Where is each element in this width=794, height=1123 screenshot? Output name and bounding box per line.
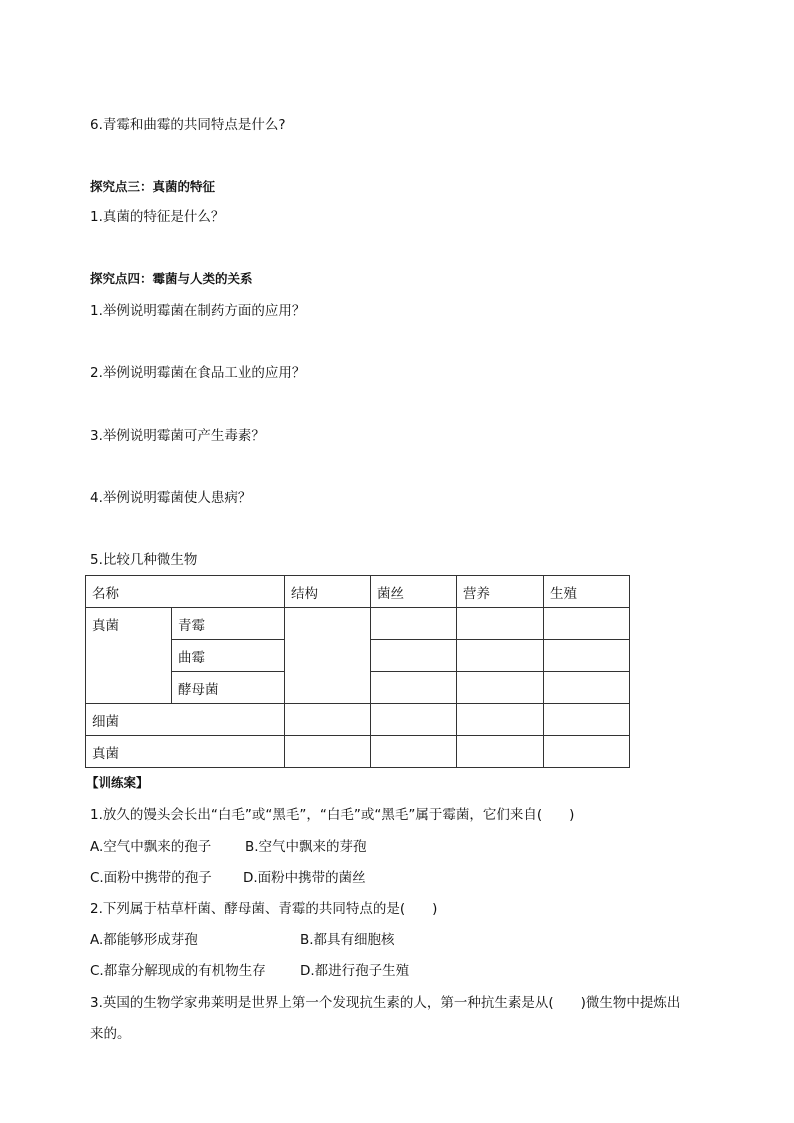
answer-cell[interactable] (457, 736, 544, 768)
practice-question-3-line-1: 3.英国的生物学家弗莱明是世界上第一个发现抗生素的人，第一种抗生素是从( )微生物中提炼出 (90, 995, 681, 1011)
practice-question-2: 2.下列属于枯草杆菌、酵母菌、青霉的共同特点的是( ) (90, 901, 438, 917)
answer-cell[interactable] (285, 736, 371, 768)
header-hyphae: 菌丝 (371, 576, 457, 608)
answer-cell[interactable] (285, 608, 371, 704)
answer-cell[interactable] (371, 704, 457, 736)
header-name: 名称 (86, 576, 285, 608)
answer-cell[interactable] (457, 672, 544, 704)
table-header-row (86, 576, 630, 608)
header-reproduction: 生殖 (544, 576, 630, 608)
q1-option-b[interactable]: B.空气中飘来的芽孢 (245, 839, 367, 855)
section-4-question-3: 3.举例说明霉菌可产生毒素？ (90, 428, 265, 444)
section-4-question-4: 4.举例说明霉菌使人患病？ (90, 490, 252, 506)
answer-cell[interactable] (544, 736, 630, 768)
q2-option-c[interactable]: C.都靠分解现成的有机物生存 (90, 963, 266, 979)
section-3-title: 探究点三：真菌的特征 (90, 179, 216, 194)
q1-option-c[interactable]: C.面粉中携带的孢子 (90, 870, 212, 886)
answer-cell[interactable] (371, 640, 457, 672)
group-label-fungi: 真菌 (86, 608, 172, 704)
row-label-aspergillus: 曲霉 (172, 640, 285, 672)
answer-cell[interactable] (371, 608, 457, 640)
table-row (86, 736, 630, 768)
section-4-title: 探究点四：霉菌与人类的关系 (90, 271, 253, 286)
question-6: 6.青霉和曲霉的共同特点是什么? (90, 117, 286, 133)
q2-option-a[interactable]: A.都能够形成芽孢 (90, 932, 198, 948)
answer-cell[interactable] (544, 704, 630, 736)
answer-cell[interactable] (457, 608, 544, 640)
answer-cell[interactable] (457, 640, 544, 672)
q2-option-d[interactable]: D.都进行孢子生殖 (300, 963, 410, 979)
section-4-question-1: 1.举例说明霉菌在制药方面的应用？ (90, 303, 306, 319)
practice-title: 【训练案】 (86, 775, 149, 790)
answer-cell[interactable] (371, 736, 457, 768)
answer-cell[interactable] (285, 704, 371, 736)
section-4-question-5: 5.比较几种微生物 (90, 552, 198, 568)
answer-cell[interactable] (371, 672, 457, 704)
answer-cell[interactable] (457, 704, 544, 736)
comparison-table (85, 575, 630, 768)
practice-question-1: 1.放久的馒头会长出“白毛”或“黑毛”，“白毛”或“黑毛”属于霉菌，它们来自( ) (90, 807, 575, 823)
q1-option-d[interactable]: D.面粉中携带的菌丝 (243, 870, 366, 886)
row-label-bacteria: 细菌 (86, 704, 285, 736)
table-row (86, 704, 630, 736)
header-nutrition: 营养 (457, 576, 544, 608)
answer-cell[interactable] (544, 608, 630, 640)
header-structure: 结构 (285, 576, 371, 608)
q1-option-a[interactable]: A.空气中飘来的孢子 (90, 839, 212, 855)
section-4-question-2: 2.举例说明霉菌在食品工业的应用？ (90, 365, 306, 381)
row-label-penicillium: 青霉 (172, 608, 285, 640)
table-row (86, 608, 630, 640)
row-label-fungi: 真菌 (86, 736, 285, 768)
q2-option-b[interactable]: B.都具有细胞核 (300, 932, 395, 948)
practice-question-3-line-2: 来的。 (90, 1026, 131, 1042)
section-3-question-1: 1.真菌的特征是什么？ (90, 209, 225, 225)
answer-cell[interactable] (544, 640, 630, 672)
row-label-yeast: 酵母菌 (172, 672, 285, 704)
answer-cell[interactable] (544, 672, 630, 704)
